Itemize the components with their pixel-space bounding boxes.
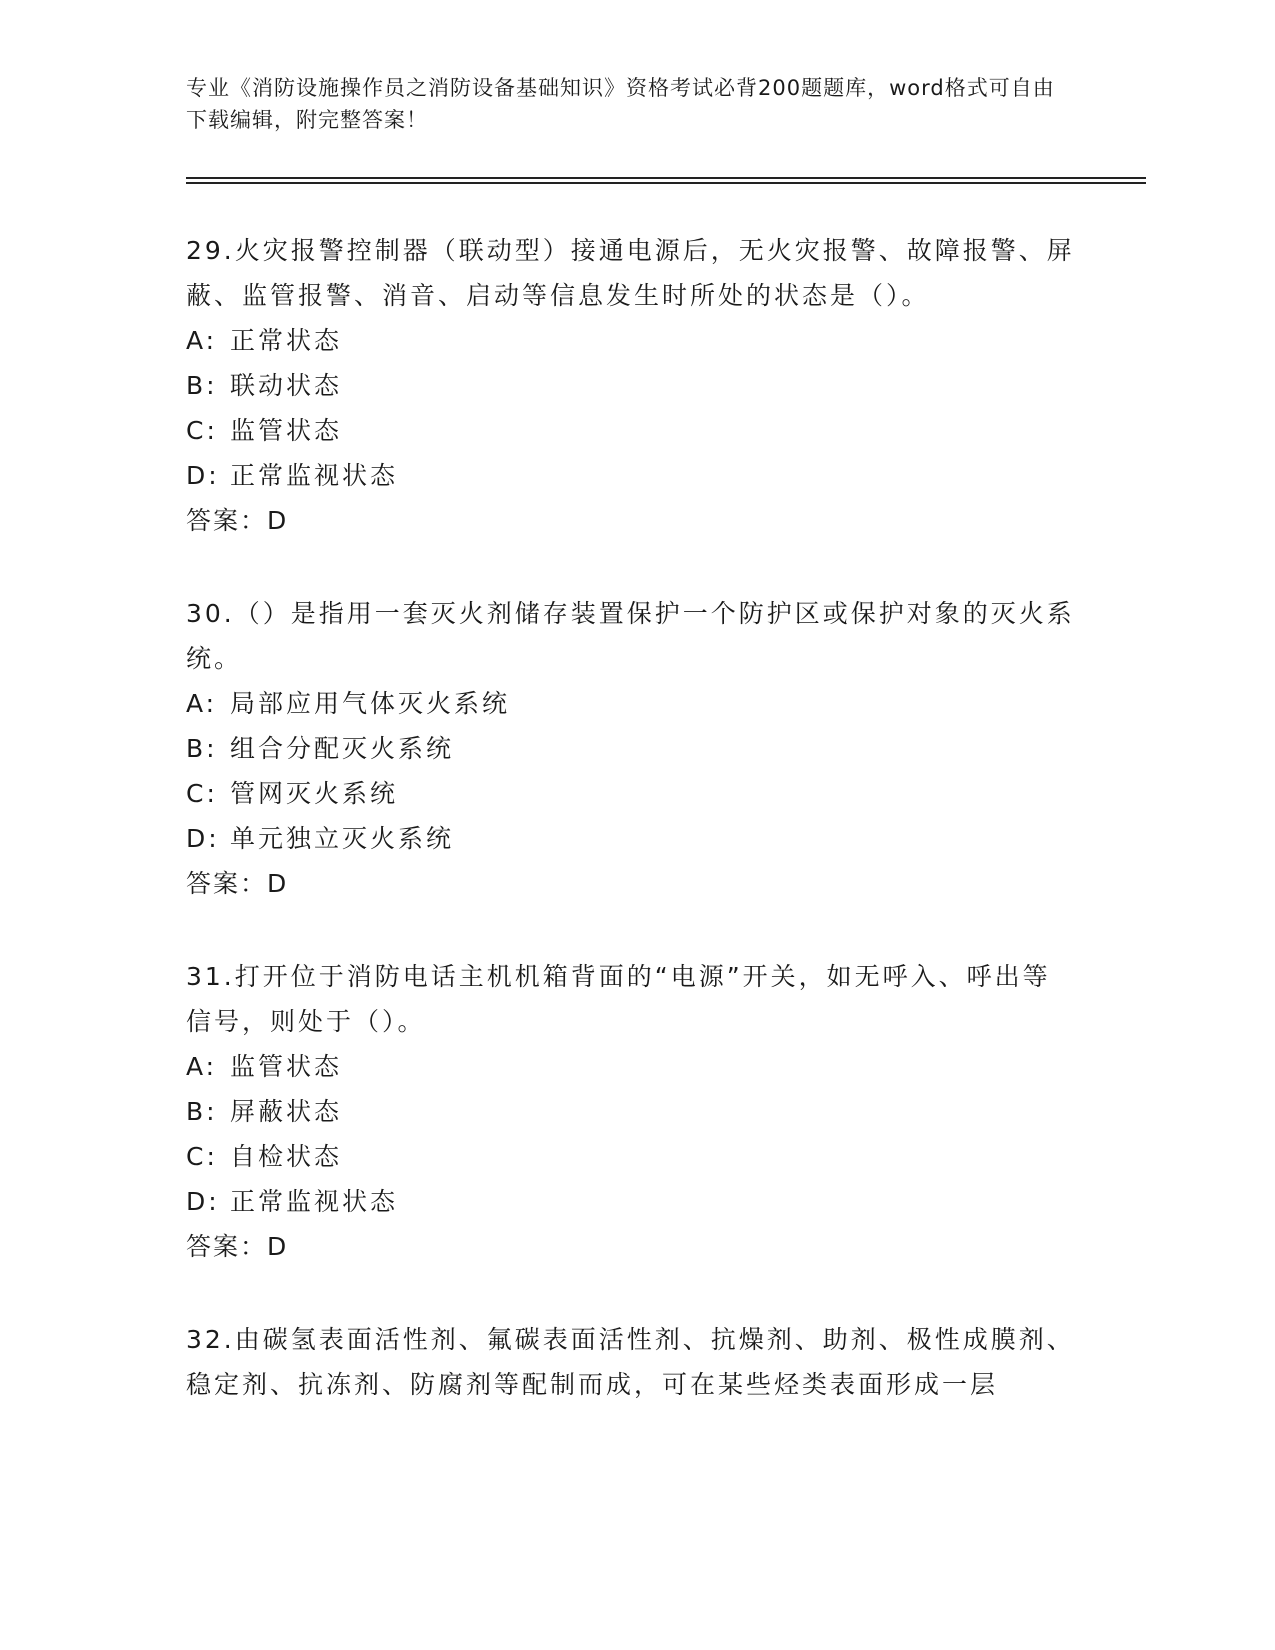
header-divider-top bbox=[186, 177, 1146, 179]
option-c bbox=[186, 1134, 1076, 1179]
option-letter: B: bbox=[186, 1097, 218, 1126]
answer-line: 答案：D bbox=[186, 1232, 289, 1261]
option-text: 正常监视状态 bbox=[230, 461, 399, 490]
option-text: 监管状态 bbox=[230, 1052, 343, 1081]
option-a bbox=[186, 681, 1076, 726]
option-list bbox=[186, 1044, 1076, 1224]
option-text: 单元独立灭火系统 bbox=[230, 824, 455, 853]
option-letter: B: bbox=[186, 371, 218, 400]
option-letter: A: bbox=[186, 1052, 218, 1081]
document-header: 专业《消防设施操作员之消防设备基础知识》资格考试必背200题题库，word格式可自由下载编辑，附完整答案！ bbox=[186, 76, 1055, 132]
option-d bbox=[186, 1179, 1076, 1224]
option-list bbox=[186, 318, 1076, 498]
question-stem: 30.（）是指用一套灭火剂储存装置保护一个防护区或保护对象的灭火系统。 bbox=[186, 599, 1075, 673]
option-text: 自检状态 bbox=[230, 1142, 343, 1171]
option-letter: D: bbox=[186, 461, 220, 490]
option-c bbox=[186, 408, 1076, 453]
option-text: 联动状态 bbox=[230, 371, 343, 400]
option-letter: C: bbox=[186, 1142, 218, 1171]
question-stem: 31.打开位于消防电话主机机箱背面的“电源”开关，如无呼入、呼出等信号，则处于（）。 bbox=[186, 962, 1051, 1036]
option-text: 正常监视状态 bbox=[230, 1187, 399, 1216]
option-list bbox=[186, 681, 1076, 861]
option-letter: C: bbox=[186, 416, 218, 445]
option-d bbox=[186, 453, 1076, 498]
option-letter: A: bbox=[186, 689, 218, 718]
option-b bbox=[186, 1089, 1076, 1134]
option-b bbox=[186, 726, 1076, 771]
answer-line: 答案：D bbox=[186, 869, 289, 898]
option-letter: C: bbox=[186, 779, 218, 808]
header-divider-bottom bbox=[186, 182, 1146, 184]
option-letter: D: bbox=[186, 824, 220, 853]
option-letter: D: bbox=[186, 1187, 220, 1216]
option-letter: B: bbox=[186, 734, 218, 763]
option-text: 组合分配灭火系统 bbox=[230, 734, 455, 763]
question-stem: 29.火灾报警控制器（联动型）接通电源后，无火灾报警、故障报警、屏蔽、监管报警、消音、启动等信息发生时所处的状态是（）。 bbox=[186, 236, 1075, 310]
option-text: 局部应用气体灭火系统 bbox=[230, 689, 511, 718]
question-32 bbox=[186, 1317, 1076, 1407]
question-29 bbox=[186, 228, 1076, 543]
option-a bbox=[186, 318, 1076, 363]
option-d bbox=[186, 816, 1076, 861]
option-text: 监管状态 bbox=[230, 416, 343, 445]
question-stem: 32.由碳氢表面活性剂、氟碳表面活性剂、抗燥剂、助剂、极性成膜剂、稳定剂、抗冻剂、防腐剂等配制而成，可在某些烃类表面形成一层 bbox=[186, 1325, 1075, 1399]
answer-line: 答案：D bbox=[186, 506, 289, 535]
question-list bbox=[186, 228, 1076, 1455]
option-letter: A: bbox=[186, 326, 218, 355]
option-a bbox=[186, 1044, 1076, 1089]
option-c bbox=[186, 771, 1076, 816]
option-text: 管网灭火系统 bbox=[230, 779, 399, 808]
option-b bbox=[186, 363, 1076, 408]
question-31 bbox=[186, 954, 1076, 1269]
question-30 bbox=[186, 591, 1076, 906]
option-text: 屏蔽状态 bbox=[230, 1097, 343, 1126]
option-text: 正常状态 bbox=[230, 326, 343, 355]
